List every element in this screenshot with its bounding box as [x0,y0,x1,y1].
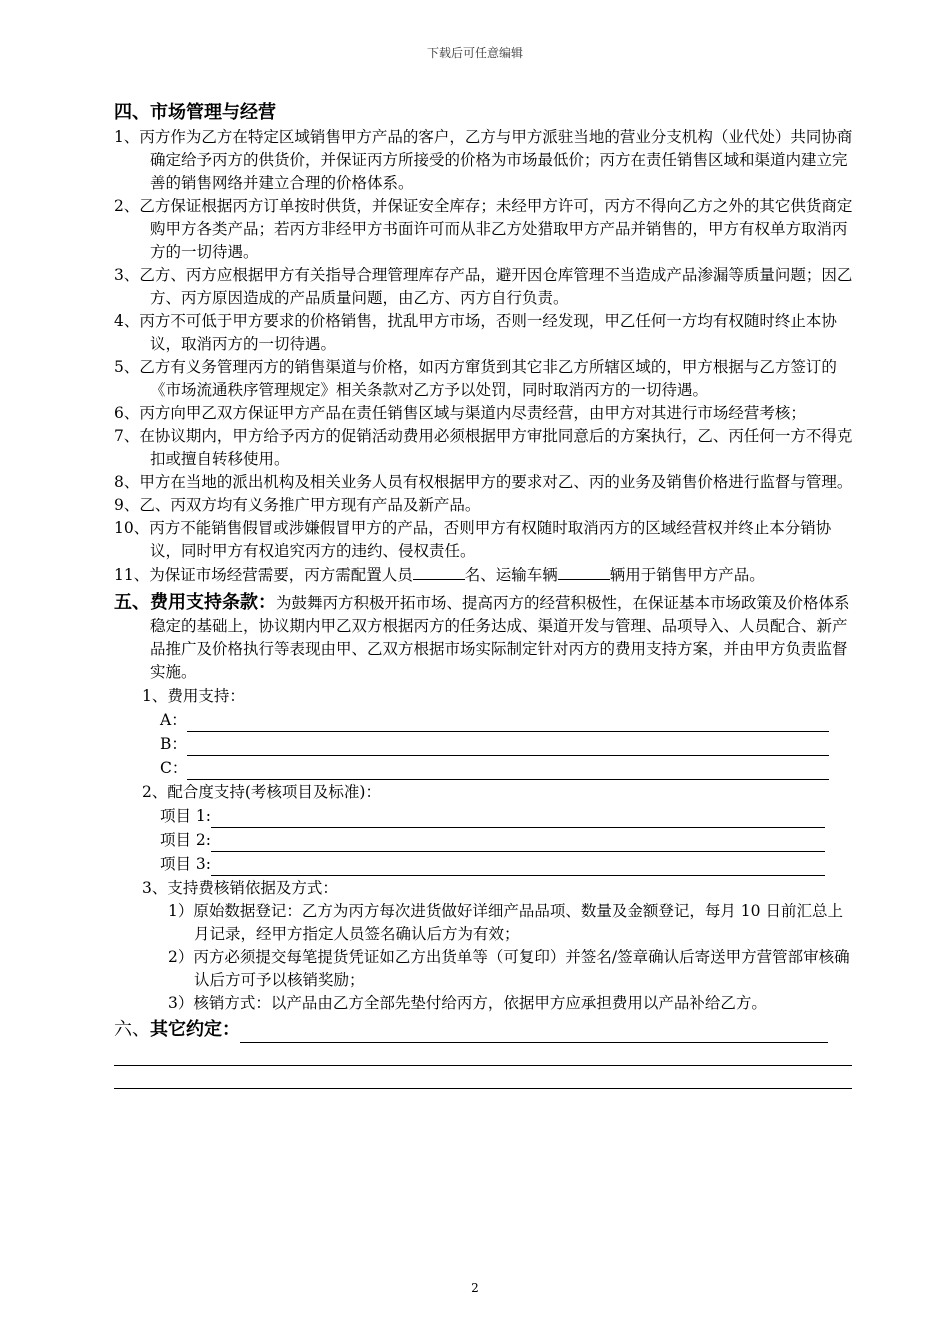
list-item: 5、乙方有义务管理丙方的销售渠道与价格，如丙方窜货到其它非乙方所辖区域的，甲方根据与乙方签订的《市场流通秩序管理规定》相关条款对乙方予以处罚，同时取消丙方的一切待遇。 [114,358,837,399]
fill-line-row: 项目 1: [114,804,854,828]
section6-row: 六、 其它约定： [114,1017,854,1043]
list-item: 1、丙方作为乙方在特定区域销售甲方产品的客户，乙方与甲方派驻当地的营业分支机构（业代处）共同协商确定给予丙方的供货价，并保证丙方所接受的价格为市场最低价；丙方在责任销售区域和渠道内建立完善的销售网络并建立合理的价格体系。 [114,128,853,192]
section5-intro: 五、费用支持条款：为鼓舞丙方积极开拓市场、提高丙方的经营积极性，在保证基本市场政策及价格体系稳定的基础上，协议期内甲乙双方根据丙方的任务达成、渠道开发与管理、品项导入、人员配合、新产品推广及价格执行等表现由甲、乙双方根据市场实际制定针对丙方的费用支持方案，并由甲方负责监督实施。 [114,592,850,681]
blank-line[interactable] [114,1043,852,1066]
list-item: 3）核销方式：以产品由乙方全部先垫付给丙方，依据甲方应承担费用以产品补给乙方。 [168,994,767,1012]
vehicle-count-blank[interactable] [558,563,610,580]
page-number: 2 [471,1281,479,1295]
list-item: 6、丙方向甲乙双方保证甲方产品在责任销售区域与渠道内尽责经营，由甲方对其进行市场经营考核； [114,404,806,422]
list-item: 8、甲方在当地的派出机构及相关业务人员有权根据甲方的要求对乙、丙的业务及销售价格进行监督与管理。 [114,473,853,491]
document-body [114,100,854,1089]
fill-line-row: A： [114,708,854,732]
list-item: 4、丙方不可低于甲方要求的价格销售，扰乱甲方市场，否则一经发现，甲乙任何一方均有权随时终止本协议，取消丙方的一切待遇。 [114,312,837,353]
fill-line-row: B： [114,732,854,756]
section4-items [114,126,854,587]
blank-line[interactable] [187,761,829,780]
sub2-title: 2、配合度支持(考核项目及标准)： [142,783,381,801]
fill-line-row: 项目 3: [114,852,854,876]
blank-line[interactable] [187,737,829,756]
list-item: 7、在协议期内，甲方给予丙方的促销活动费用必须根据甲方审批同意后的方案执行，乙、丙任何一方不得克扣或擅自转移使用。 [114,427,853,468]
list-item: 2）丙方必须提交每笔提货凭证如乙方出货单等（可复印）并签名/签章确认后寄送甲方营管部审核确认后方可予以核销奖励； [168,948,850,989]
page-header: 下载后可任意编辑 [426,46,523,60]
list-item: 10、丙方不能销售假冒或涉嫌假冒甲方的产品，否则甲方有权随时取消丙方的区域经营权并终止本分销协议，同时甲方有权追究丙方的违约、侵权责任。 [114,519,832,560]
section5-title: 五、费用支持条款： [114,592,276,613]
staff-count-blank[interactable] [413,563,465,580]
section6-title: 其它约定： [150,1019,240,1040]
section4-title: 四、市场管理与经营 [114,102,276,123]
list-item: 2、乙方保证根据丙方订单按时供货，并保证安全库存；未经甲方许可，丙方不得向乙方之外的其它供货商定购甲方各类产品；若丙方非经甲方书面许可而从非乙方处猎取甲方产品并销售的，甲方有权单方取消丙方的一切待遇。 [114,197,853,261]
sub1-title: 1、费用支持： [142,687,245,705]
list-item-11: 11、为保证市场经营需要，丙方需配置人员 名、运输车辆 辆用于销售甲方产品。 [114,563,854,587]
blank-line[interactable] [187,713,829,732]
list-item: 1）原始数据登记：乙方为丙方每次进货做好详细产品品项、数量及金额登记，每月 10 日前汇总上月记录，经甲方指定人员签名确认后方为有效； [168,902,843,943]
list-item: 9、乙、丙双方均有义务推广甲方现有产品及新产品。 [114,496,481,514]
fill-line-row: 项目 2: [114,828,854,852]
blank-line[interactable] [211,857,825,876]
sub3-title: 3、支持费核销依据及方式： [142,879,338,897]
blank-line[interactable] [211,809,825,828]
blank-line[interactable] [240,1022,828,1043]
fill-line-row: C： [114,756,854,780]
blank-line[interactable] [114,1066,852,1089]
blank-line[interactable] [211,833,825,852]
list-item: 3、乙方、丙方应根据甲方有关指导合理管理库存产品，避开因仓库管理不当造成产品渗漏等质量问题；因乙方、丙方原因造成的产品质量问题，由乙方、丙方自行负责。 [114,266,853,307]
